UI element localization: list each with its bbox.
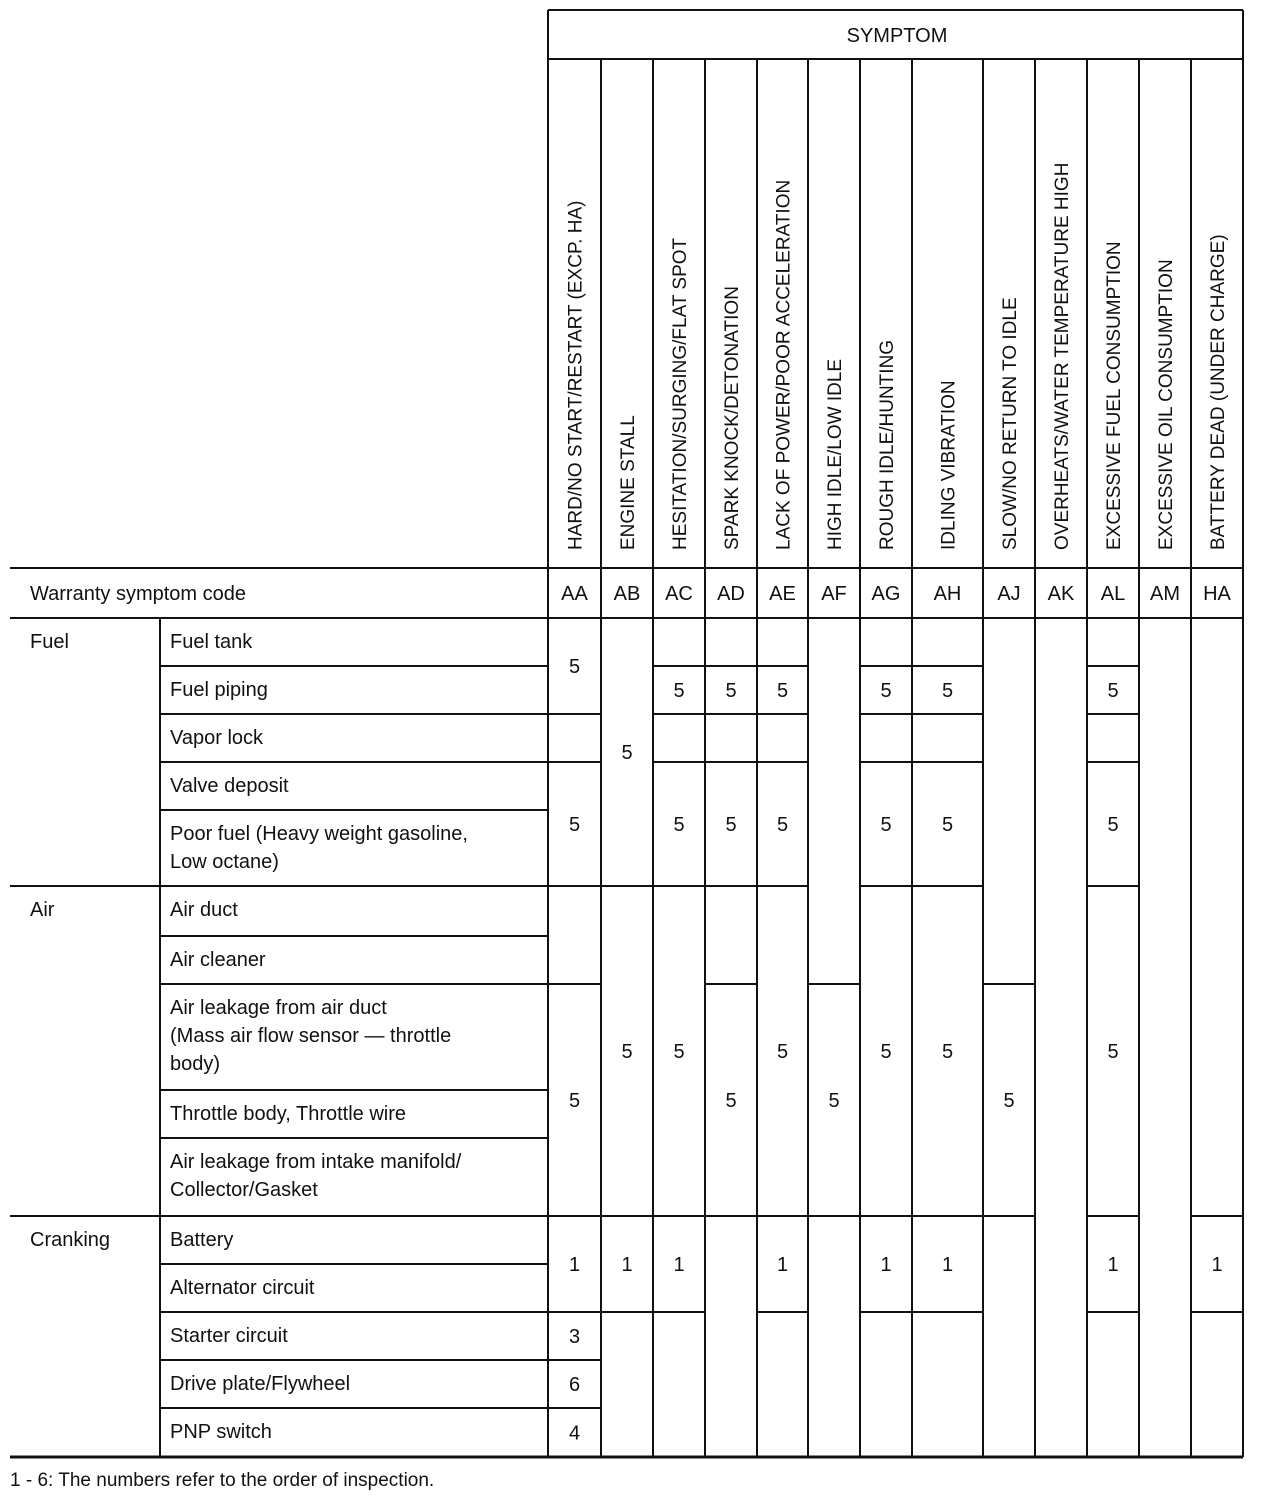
item-label: Fuel tank — [170, 631, 253, 653]
inspection-order-value: 5 — [1107, 1041, 1119, 1063]
inspection-order-value: 1 — [568, 1254, 581, 1276]
column-header: HESITATION/SURGING/FLAT SPOT — [670, 237, 691, 550]
inspection-order-value: 5 — [568, 656, 581, 678]
symptom-code: AE — [769, 583, 796, 605]
symptom-code: AL — [1100, 583, 1126, 605]
item-label: Air duct — [170, 899, 238, 921]
column-header: EXCESSIVE FUEL CONSUMPTION — [1104, 241, 1125, 550]
item-label: Low octane) — [170, 851, 279, 873]
item-label: Fuel piping — [170, 679, 268, 701]
inspection-order-value: 5 — [880, 814, 892, 836]
symptom-code: AK — [1047, 583, 1075, 605]
item-label: Throttle body, Throttle wire — [170, 1103, 407, 1125]
inspection-order-value: 5 — [1107, 814, 1119, 836]
category-label: Air — [30, 899, 55, 921]
inspection-order-value: 5 — [673, 1041, 685, 1063]
inspection-order-value: 5 — [941, 680, 954, 702]
inspection-order-value: 5 — [673, 680, 685, 702]
symptom-code: AB — [613, 583, 641, 605]
column-header: LACK OF POWER/POOR ACCELERATION — [773, 179, 795, 550]
symptom-code: AG — [871, 583, 901, 605]
inspection-order-value: 1 — [776, 1254, 789, 1276]
inspection-order-value: 5 — [725, 680, 737, 702]
symptom-code: AA — [561, 583, 588, 605]
item-label: Air leakage from intake manifold/ — [170, 1151, 462, 1173]
inspection-order-value: 1 — [1211, 1254, 1223, 1276]
warranty-symptom-code-label: Warranty symptom code — [30, 583, 246, 605]
symptom-header: SYMPTOM — [846, 25, 948, 47]
column-header: EXCESSIVE OIL CONSUMPTION — [1156, 259, 1177, 550]
column-header: BATTERY DEAD (UNDER CHARGE) — [1208, 234, 1229, 550]
item-label: Poor fuel (Heavy weight gasoline, — [170, 823, 468, 845]
column-header: ENGINE STALL — [618, 415, 639, 550]
inspection-order-value: 5 — [941, 814, 954, 836]
inspection-order-value: 5 — [880, 680, 892, 702]
symptom-code: AC — [665, 583, 693, 605]
item-label: (Mass air flow sensor — throttle — [170, 1025, 452, 1047]
item-label: body) — [170, 1053, 221, 1075]
symptom-code: AM — [1150, 583, 1180, 605]
inspection-order-value: 5 — [621, 1041, 633, 1063]
item-label: Alternator circuit — [170, 1277, 315, 1299]
inspection-order-value: 1 — [621, 1254, 633, 1276]
item-label: Air cleaner — [170, 949, 266, 971]
inspection-order-value: 5 — [776, 1041, 789, 1063]
category-label: Cranking — [30, 1229, 111, 1251]
inspection-order-value: 5 — [1003, 1090, 1015, 1112]
inspection-order-value: 5 — [725, 814, 737, 836]
column-header: IDLING VIBRATION — [938, 380, 960, 550]
item-label: Collector/Gasket — [170, 1179, 318, 1201]
inspection-order-value: 5 — [941, 1041, 954, 1063]
column-header: ROUGH IDLE/HUNTING — [877, 339, 898, 550]
symptom-code: HA — [1203, 583, 1231, 605]
item-label: Drive plate/Flywheel — [170, 1373, 351, 1395]
category-label: Fuel — [30, 631, 69, 653]
table-labels — [30, 25, 1232, 1445]
inspection-order-value: 1 — [1107, 1254, 1119, 1276]
column-header: HARD/NO START/RESTART (EXCP. HA) — [565, 200, 587, 550]
item-label: Starter circuit — [170, 1325, 288, 1347]
inspection-order-value: 4 — [568, 1422, 581, 1445]
item-label: Valve deposit — [170, 775, 289, 797]
inspection-order-value: 5 — [725, 1090, 737, 1112]
inspection-order-value: 6 — [568, 1374, 581, 1396]
item-label: PNP switch — [170, 1421, 272, 1443]
column-header: SLOW/NO RETURN TO IDLE — [1000, 297, 1021, 550]
inspection-order-value: 5 — [621, 742, 633, 764]
item-label: Air leakage from air duct — [170, 997, 387, 1019]
symptom-code: AF — [821, 583, 847, 605]
inspection-order-value: 5 — [776, 680, 789, 702]
inspection-order-value: 5 — [880, 1041, 892, 1063]
inspection-order-value: 5 — [568, 814, 581, 836]
column-header: SPARK KNOCK/DETONATION — [722, 286, 743, 550]
footnote: 1 - 6: The numbers refer to the order of inspection. — [10, 1470, 435, 1491]
column-header: OVERHEATS/WATER TEMPERATURE HIGH — [1052, 162, 1073, 550]
inspection-order-value: 1 — [941, 1254, 954, 1276]
inspection-order-value: 5 — [1107, 680, 1119, 702]
symptom-code: AD — [717, 583, 745, 605]
column-header: HIGH IDLE/LOW IDLE — [825, 358, 846, 550]
item-label: Battery — [170, 1229, 234, 1251]
inspection-order-value: 5 — [828, 1090, 840, 1112]
inspection-order-value: 1 — [880, 1254, 892, 1276]
inspection-order-value: 5 — [673, 814, 685, 836]
inspection-order-value: 1 — [673, 1254, 685, 1276]
inspection-order-value: 3 — [568, 1326, 581, 1348]
symptom-code: AH — [933, 583, 962, 605]
inspection-order-value: 5 — [776, 814, 789, 836]
symptom-code: AJ — [997, 583, 1021, 605]
item-label: Vapor lock — [170, 727, 264, 749]
inspection-order-value: 5 — [568, 1090, 581, 1112]
